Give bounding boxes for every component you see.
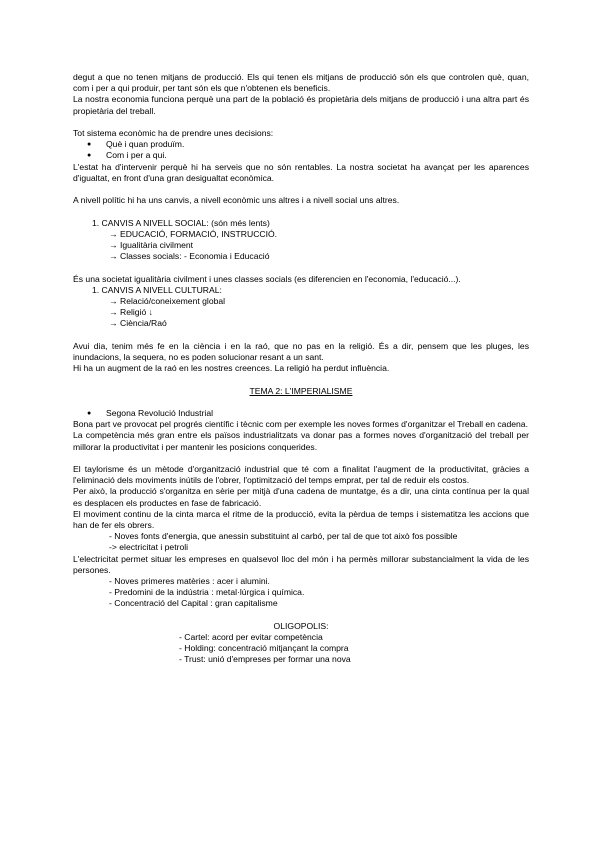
- dash-item: - Predomini de la indústria : metal·lúrgica i química.: [109, 587, 305, 598]
- paragraph: El taylorisme és un mètode d'organització industrial que té com a finalitat l'augment de la productivitat, gràcies a l'eliminació dels moviments inútils de l'obrer, l'optimització del temps emprat, per tal de reduir els costos.: [73, 463, 529, 486]
- arrow-item: → Igualitària civilment: [109, 240, 194, 250]
- bullet-item: ● Com i per a qui.: [73, 150, 529, 161]
- paragraph: La competència més gran entre els països industrialitzats va donar pas a formes noves d'organització del treball per millorar la productivitat i per mantenir les posicions conquerides.: [73, 430, 529, 452]
- oligopolis-item: - Trust: unió d'empreses per formar una nova: [179, 654, 351, 665]
- paragraph: És una societat igualitària civilment i unes classes socials (es diferencien en l'economia, l'educació...).: [73, 273, 461, 284]
- arrow-item: → Relació/coneixement global: [109, 296, 226, 306]
- numbered-item: 1. CANVIS A NIVELL CULTURAL:: [92, 284, 222, 295]
- paragraph: Per això, la producció s'organitza en sèrie per mitjà d'una cadena de muntatge, és a dir, una cinta contínua per la qual es desplacen els productes en fase de fabricació.: [73, 486, 529, 508]
- arrow-item: → Classes socials: - Economia i Educació: [109, 251, 270, 262]
- paragraph: A nivell polític hi ha uns canvis, a nivell econòmic uns altres i a nivell social uns altres.: [73, 195, 400, 206]
- section-title: TEMA 2: L'IMPERIALISME: [249, 385, 353, 396]
- arrow-item: → Religió ↓: [109, 307, 153, 318]
- bullet-item: ● Què i quan produïm.: [73, 139, 529, 150]
- paragraph: degut a que no tenen mitjans de producció. Els qui tenen els mitjans de producció són els que controlen què, quan, com i per a qui produir, per tant són els que n'obtenen els beneficis.: [73, 72, 529, 94]
- paragraph: El moviment continu de la cinta marca el ritme de la producció, evita la pèrdua de temps i sistematitza les accions que han de fer els obrers.: [73, 508, 529, 530]
- dash-item: -> electricitat i petroli: [109, 542, 189, 553]
- paragraph: La nostra economia funciona perquè una part de la població és propietària dels mitjans de producció i una altra part és propietària del treball.: [73, 94, 529, 116]
- oligopolis-item: - Cartel: acord per evitar competència: [179, 632, 323, 643]
- oligopolis-item: - Holding: concentració mitjançant la compra: [179, 643, 349, 654]
- bullet-item: ● Segona Revolució Industrial: [73, 408, 529, 419]
- dash-item: - Noves primeres matèries : acer i alumini.: [109, 576, 270, 587]
- oligopolis-heading: OLIGOPOLIS:: [273, 620, 329, 631]
- document-page: [73, 72, 529, 666]
- paragraph: Avui dia, tenim més fe en la ciència i en la raó, que no pas en la religió. És a dir, pensem que les pluges, les inundacions, la sequera, no es poden solucionar resant a un sant.: [73, 340, 529, 362]
- paragraph: L'electricitat permet situar les empreses en qualsevol lloc del món i ha permès millorar substancialment la vida de les persones.: [73, 553, 529, 575]
- numbered-item: 1. CANVIS A NIVELL SOCIAL: (són més lents): [92, 217, 270, 228]
- paragraph: Hi ha un augment de la raó en les nostres creences. La religió ha perdut influència.: [73, 363, 390, 374]
- paragraph: Bona part ve provocat pel progrés científic i tècnic com per exemple les noves formes d'organitzar el Treball en cadena.: [73, 419, 528, 430]
- dash-item: - Concentració del Capital : gran capitalisme: [109, 598, 278, 609]
- paragraph: Tot sistema econòmic ha de prendre unes decisions:: [73, 128, 274, 138]
- paragraph: L'estat ha d'intervenir perquè hi ha serveis que no són rentables. La nostra societat ha avançat per les aparences d'igualtat, en front d'una gran desigualtat econòmica.: [73, 161, 529, 183]
- arrow-item: → EDUCACIÓ, FORMACIÓ, INSTRUCCIÓ.: [109, 228, 278, 239]
- arrow-item: → Ciència/Raó: [109, 318, 167, 329]
- dash-item: - Noves fonts d'energia, que anessin substituint al carbó, per tal de que tot això fos possible: [109, 531, 458, 542]
